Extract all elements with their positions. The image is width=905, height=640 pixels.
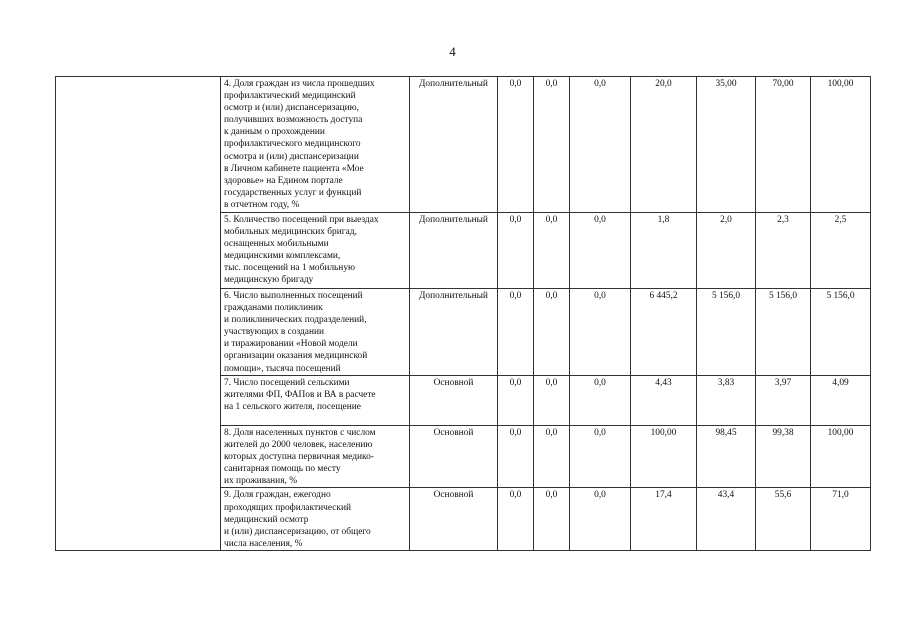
value-cell: 0,0: [570, 488, 631, 551]
value-cell: 0,0: [570, 426, 631, 488]
indicator-type: Дополнительный: [410, 289, 498, 376]
value-cell: 4,09: [811, 376, 871, 426]
indicator-type: Основной: [410, 376, 498, 426]
value-cell: 4,43: [631, 376, 697, 426]
value-cell: 0,0: [498, 77, 534, 213]
page-number: 4: [449, 44, 456, 59]
value-cell: 0,0: [498, 213, 534, 289]
value-cell: 43,4: [697, 488, 756, 551]
blank-cell: [56, 77, 221, 551]
value-cell: 71,0: [811, 488, 871, 551]
value-cell: 0,0: [570, 376, 631, 426]
value-cell: 99,38: [756, 426, 811, 488]
indicator-name: 6. Число выполненных посещений гражданами поликлиник и поликлинических подразделений, участвующих в создании и тиражировании «Новой модели организации оказания медицинской помощи», тысяча посещений: [221, 289, 410, 376]
indicator-name: 7. Число посещений сельскими жителями ФП, ФАПов и ВА в расчете на 1 сельского жителя, посещение: [221, 376, 410, 426]
value-cell: 5 156,0: [756, 289, 811, 376]
value-cell: 5 156,0: [811, 289, 871, 376]
value-cell: 3,83: [697, 376, 756, 426]
indicator-name: 4. Доля граждан из числа прошедших профилактический медицинский осмотр и (или) диспансеризацию, получивших возможность доступа к данным о прохождении профилактического медицинского осмотра и (или) диспансеризации в Личном кабинете пациента «Мое здоровье» на Едином портале государственных услуг и функций в отчетном году, %: [221, 77, 410, 213]
value-cell: 35,00: [697, 77, 756, 213]
value-cell: 100,00: [811, 426, 871, 488]
value-cell: 6 445,2: [631, 289, 697, 376]
table-row: [56, 77, 871, 213]
value-cell: 0,0: [534, 376, 570, 426]
value-cell: 5 156,0: [697, 289, 756, 376]
indicators-table: [55, 76, 871, 551]
value-cell: 0,0: [534, 488, 570, 551]
value-cell: 70,00: [756, 77, 811, 213]
value-cell: 2,3: [756, 213, 811, 289]
indicator-name: 8. Доля населенных пунктов с числом жителей до 2000 человек, населению которых доступна первичная медико- санитарная помощь по месту их проживания, %: [221, 426, 410, 488]
indicator-name: 5. Количество посещений при выездах мобильных медицинских бригад, оснащенных мобильными медицинскими комплексами, тыс. посещений на 1 мобильную медицинскую бригаду: [221, 213, 410, 289]
value-cell: 0,0: [498, 426, 534, 488]
value-cell: 3,97: [756, 376, 811, 426]
value-cell: 100,00: [631, 426, 697, 488]
indicator-type: Основной: [410, 488, 498, 551]
indicator-type: Дополнительный: [410, 77, 498, 213]
value-cell: 0,0: [534, 289, 570, 376]
value-cell: 0,0: [498, 488, 534, 551]
indicator-type: Дополнительный: [410, 213, 498, 289]
value-cell: 1,8: [631, 213, 697, 289]
value-cell: 100,00: [811, 77, 871, 213]
value-cell: 2,5: [811, 213, 871, 289]
value-cell: 0,0: [534, 426, 570, 488]
value-cell: 0,0: [498, 289, 534, 376]
value-cell: 0,0: [534, 213, 570, 289]
value-cell: 17,4: [631, 488, 697, 551]
indicator-name: 9. Доля граждан, ежегодно проходящих профилактический медицинский осмотр и (или) диспансеризацию, от общего числа населения, %: [221, 488, 410, 551]
value-cell: 20,0: [631, 77, 697, 213]
value-cell: 0,0: [570, 77, 631, 213]
value-cell: 98,45: [697, 426, 756, 488]
value-cell: 0,0: [498, 376, 534, 426]
indicator-type: Основной: [410, 426, 498, 488]
value-cell: 2,0: [697, 213, 756, 289]
value-cell: 55,6: [756, 488, 811, 551]
value-cell: 0,0: [570, 213, 631, 289]
value-cell: 0,0: [534, 77, 570, 213]
value-cell: 0,0: [570, 289, 631, 376]
